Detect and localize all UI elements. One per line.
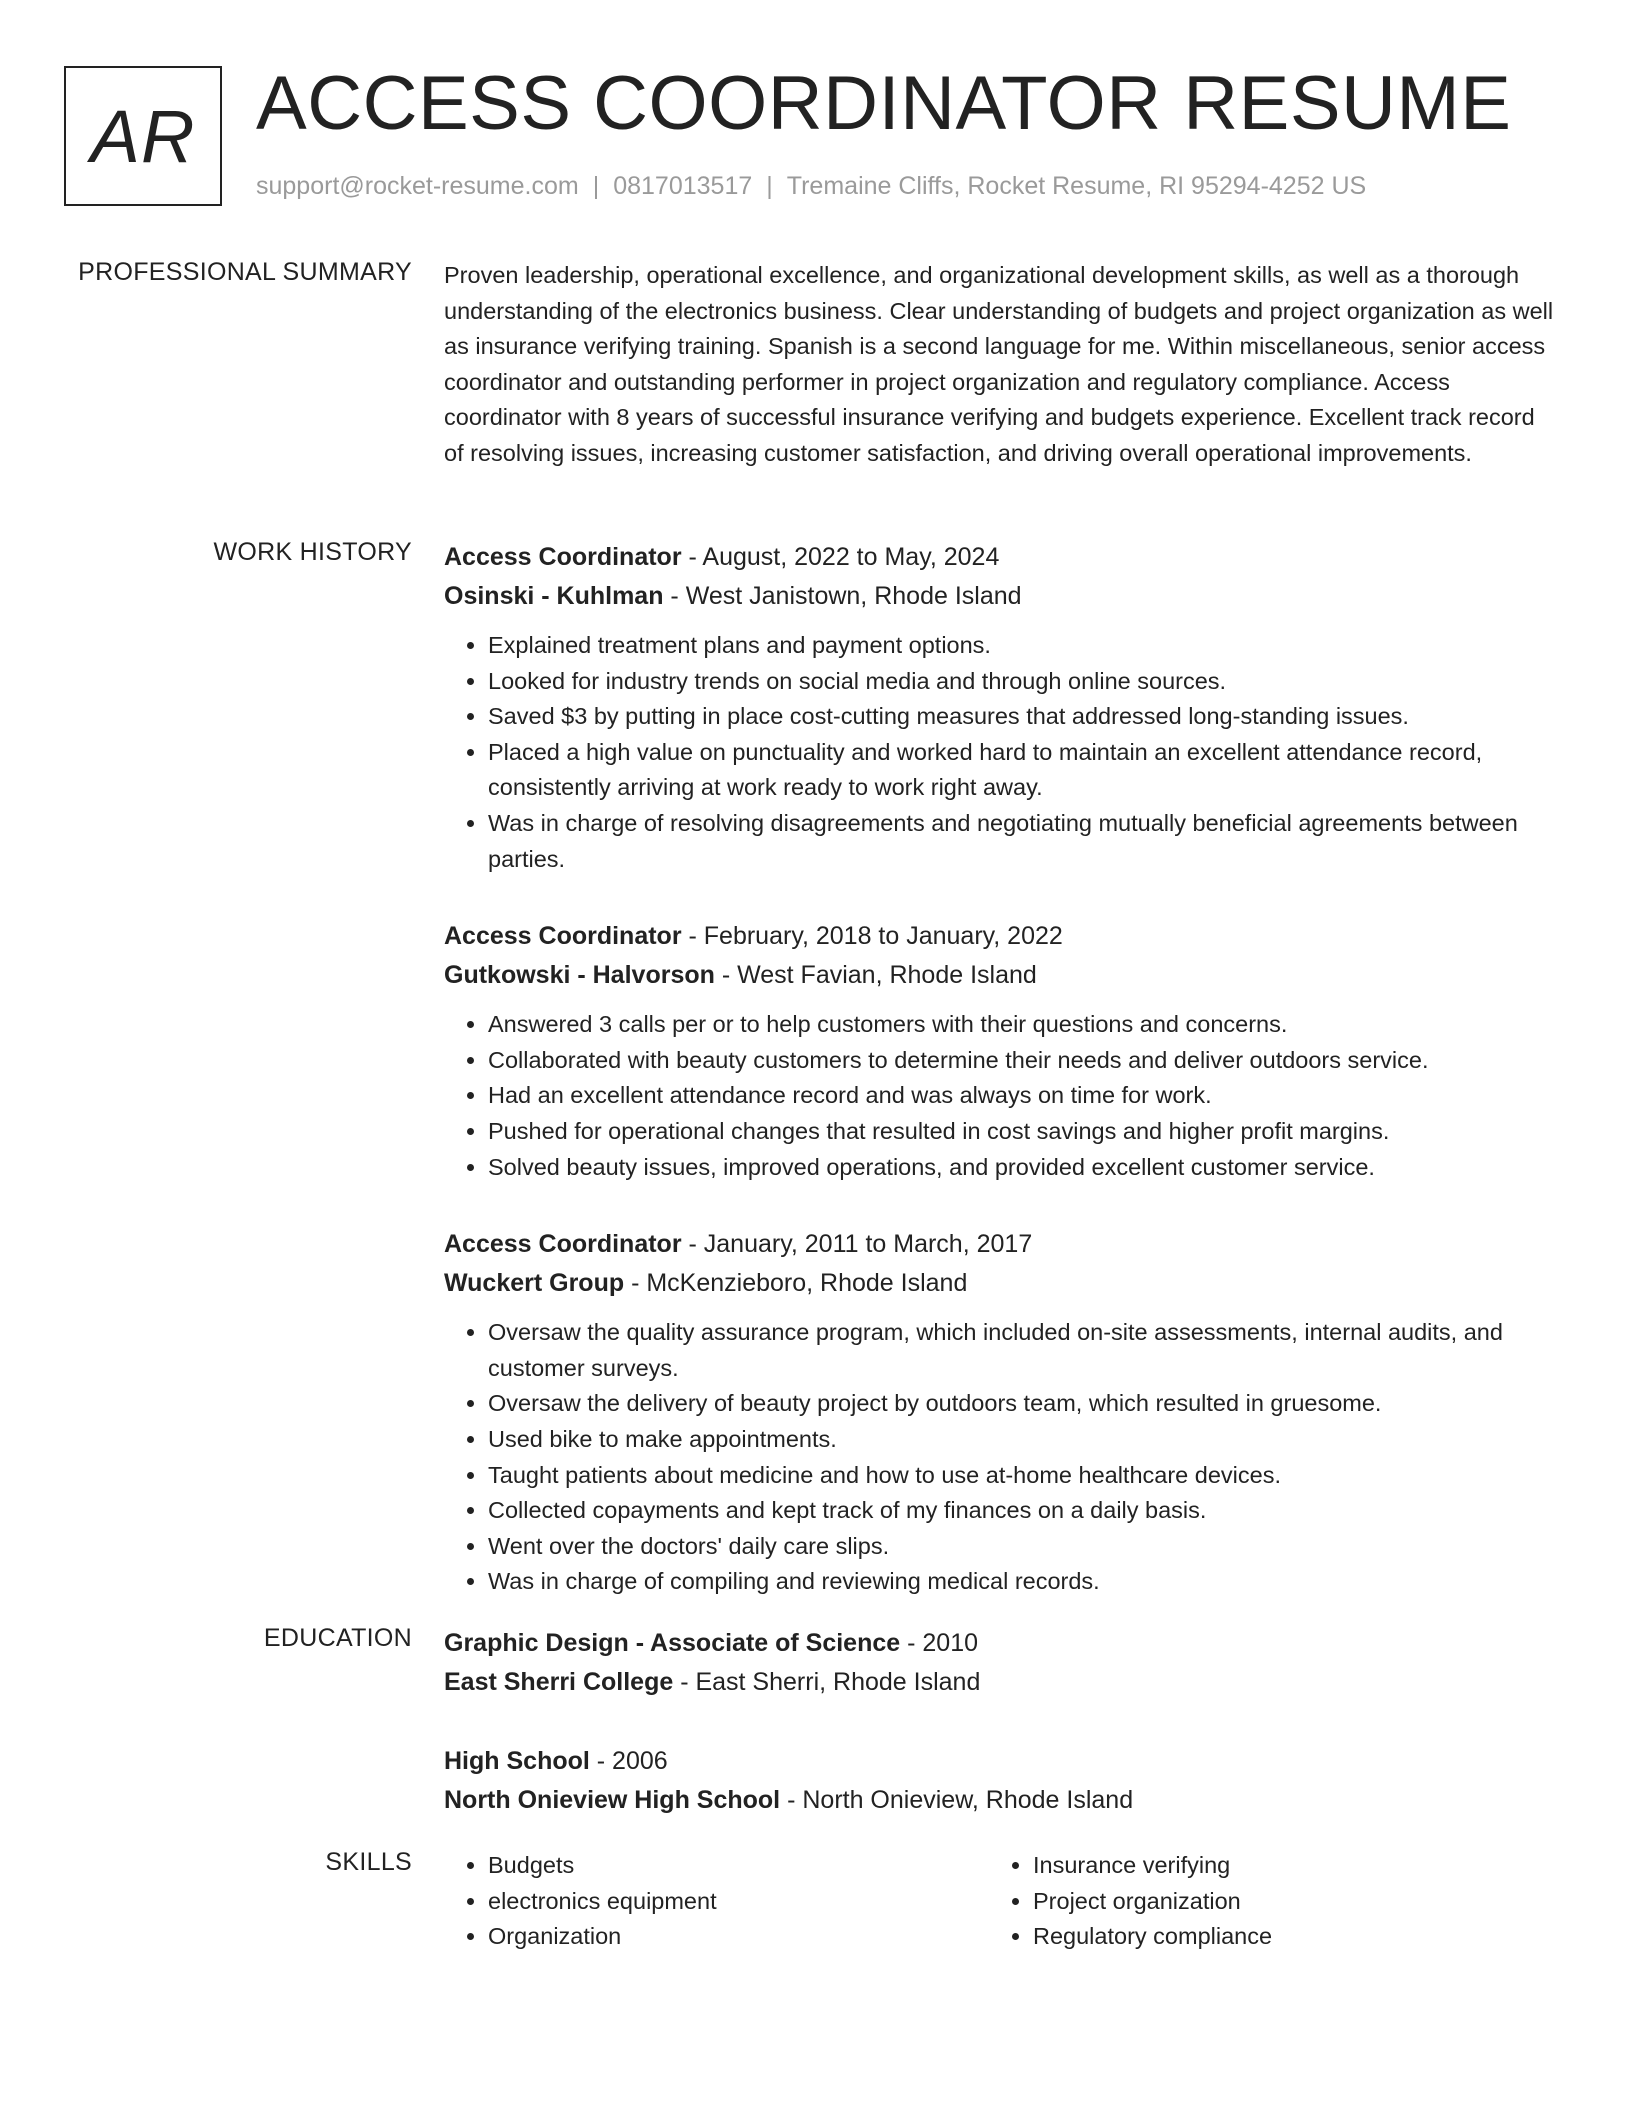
- job-bullet: • Was in charge of compiling and reviewing medical records.: [488, 1564, 1554, 1600]
- job-entry: [444, 917, 1554, 1185]
- job-title-line: [444, 1225, 1554, 1264]
- skills-column-right: [989, 1848, 1534, 1955]
- skills-columns: [444, 1848, 1554, 1955]
- section-label-work-history: WORK HISTORY: [213, 538, 412, 566]
- school-line: [444, 1781, 1554, 1820]
- skill-item: • Budgets: [488, 1848, 989, 1884]
- job-company-line: [444, 577, 1554, 616]
- school-line: [444, 1663, 1554, 1702]
- job-title: Access Coordinator: [444, 1230, 682, 1259]
- education-entry: [444, 1624, 1554, 1702]
- job-bullet: • Answered 3 calls per or to help customers with their questions and concerns.: [488, 1007, 1554, 1043]
- job-bullet: • Explained treatment plans and payment options.: [488, 628, 1554, 664]
- resume-title: ACCESS COORDINATOR RESUME: [256, 61, 1512, 146]
- skill-item: • Project organization: [1033, 1884, 1534, 1920]
- contact-address: Tremaine Cliffs, Rocket Resume, RI 95294-4252 US: [786, 172, 1367, 200]
- job-entry: [444, 1225, 1554, 1600]
- job-location: - West Favian, Rhode Island: [714, 961, 1037, 990]
- contact-line: [256, 172, 1366, 201]
- job-bullet: • Collected copayments and kept track of my finances on a daily basis.: [488, 1493, 1554, 1529]
- education-entry: [444, 1742, 1554, 1820]
- job-company: Osinski - Kuhlman: [444, 582, 664, 610]
- degree-name: High School: [444, 1747, 590, 1775]
- summary-text: Proven leadership, operational excellence, and organizational development skills, as well as a thorough understanding of the electronics business. Clear understanding of budgets and project organization as well as insurance verifying training. Spanish is a second language for me. Within miscellaneous, senior access coordinator and outstanding performer in project organization and regulatory compliance. Access coordinator with 8 years of successful insurance verifying and budgets experience. Excellent track record of resolving issues, increasing customer satisfaction, and driving overall operational improvements.: [444, 262, 1554, 466]
- job-bullets: [444, 1315, 1554, 1600]
- job-location: - McKenzieboro, Rhode Island: [624, 1269, 968, 1298]
- job-bullet: • Oversaw the quality assurance program, which included on-site assessments, internal audits, and customer surveys.: [488, 1315, 1554, 1386]
- monogram-initials: AR: [90, 94, 196, 178]
- job-location: - West Janistown, Rhode Island: [663, 582, 1022, 610]
- job-company: Gutkowski - Halvorson: [444, 961, 715, 990]
- job-dates: - August, 2022 to May, 2024: [681, 543, 1000, 571]
- monogram: [64, 66, 222, 206]
- job-dates: - February, 2018 to January, 2022: [681, 922, 1063, 951]
- job-bullets: [444, 1007, 1554, 1185]
- degree-year: - 2006: [589, 1747, 668, 1775]
- job-title: Access Coordinator: [444, 922, 682, 951]
- skill-item: • Regulatory compliance: [1033, 1919, 1534, 1955]
- job-dates: - January, 2011 to March, 2017: [681, 1230, 1033, 1259]
- job-bullet: • Used bike to make appointments.: [488, 1422, 1554, 1458]
- job-bullets: [444, 628, 1554, 877]
- skill-item: • Organization: [488, 1919, 989, 1955]
- contact-separator: |: [592, 172, 600, 200]
- contact-separator: |: [766, 172, 773, 200]
- job-company-line: [444, 956, 1554, 995]
- job-bullet: • Placed a high value on punctuality and worked hard to maintain an excellent attendance record, consistently arriving at work ready to work right away.: [488, 735, 1554, 806]
- section-label-education: EDUCATION: [263, 1624, 412, 1652]
- contact-email: support@rocket-resume.com: [256, 172, 579, 200]
- job-bullet: • Went over the doctors' daily care slips.: [488, 1529, 1554, 1565]
- skill-item: • Insurance verifying: [1033, 1848, 1534, 1884]
- school-name: East Sherri College: [444, 1668, 674, 1696]
- job-bullet: • Solved beauty issues, improved operations, and provided excellent customer service.: [488, 1150, 1554, 1186]
- contact-phone: 0817013517: [613, 172, 753, 200]
- degree-line: [444, 1742, 1554, 1781]
- degree-year: - 2010: [900, 1629, 979, 1657]
- job-company: Wuckert Group: [444, 1269, 625, 1298]
- section-label-summary: PROFESSIONAL SUMMARY: [78, 258, 412, 286]
- school-location: - North Onieview, Rhode Island: [780, 1786, 1134, 1814]
- job-title-line: [444, 917, 1554, 956]
- skills-column-left: [444, 1848, 989, 1955]
- job-bullet: • Had an excellent attendance record and was always on time for work.: [488, 1078, 1554, 1114]
- job-bullet: • Oversaw the delivery of beauty project by outdoors team, which resulted in gruesome.: [488, 1386, 1554, 1422]
- section-label-skills: SKILLS: [325, 1848, 412, 1876]
- job-bullet: • Was in charge of resolving disagreements and negotiating mutually beneficial agreements between parties.: [488, 806, 1554, 877]
- school-name: North Onieview High School: [444, 1786, 781, 1814]
- job-bullet: • Taught patients about medicine and how to use at-home healthcare devices.: [488, 1458, 1554, 1494]
- degree-line: [444, 1624, 1554, 1663]
- job-bullet: • Collaborated with beauty customers to determine their needs and deliver outdoors service.: [488, 1043, 1554, 1079]
- job-bullet: • Pushed for operational changes that resulted in cost savings and higher profit margins.: [488, 1114, 1554, 1150]
- skill-item: • electronics equipment: [488, 1884, 989, 1920]
- degree-name: Graphic Design - Associate of Science: [444, 1629, 901, 1657]
- job-bullet: • Looked for industry trends on social media and through online sources.: [488, 664, 1554, 700]
- school-location: - East Sherri, Rhode Island: [673, 1668, 981, 1696]
- job-entry: [444, 538, 1554, 877]
- job-title-line: [444, 538, 1554, 577]
- job-bullet: • Saved $3 by putting in place cost-cutting measures that addressed long-standing issues.: [488, 699, 1554, 735]
- job-company-line: [444, 1264, 1554, 1303]
- job-title: Access Coordinator: [444, 543, 682, 571]
